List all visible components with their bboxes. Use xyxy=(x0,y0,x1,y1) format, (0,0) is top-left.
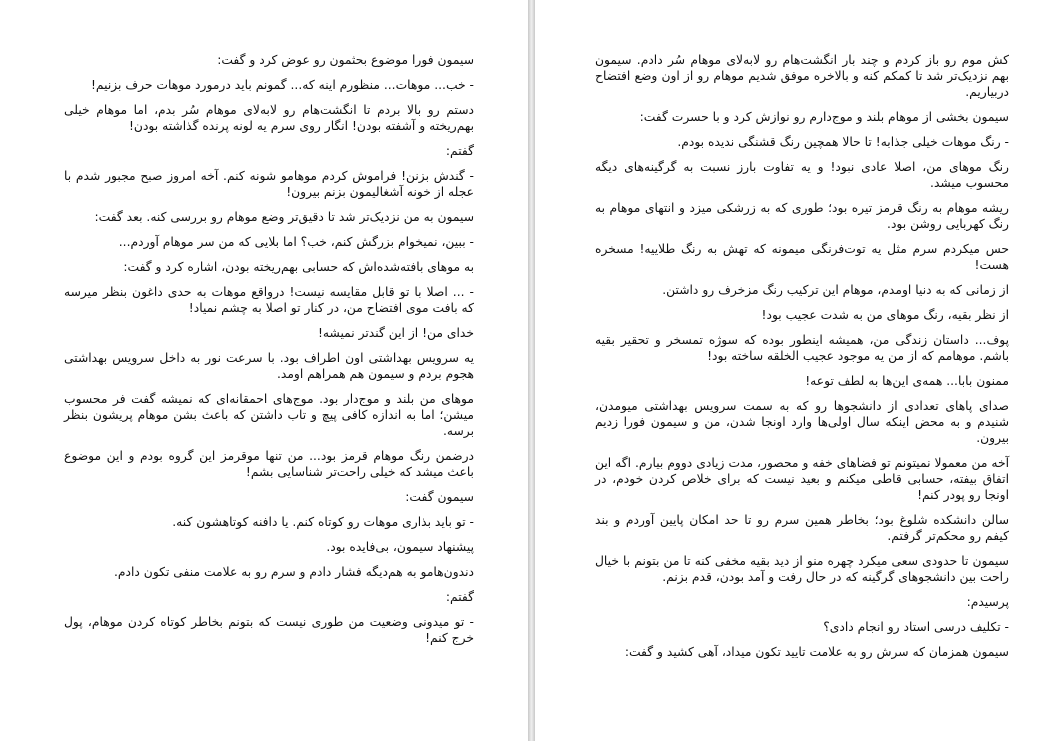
paragraph: سیمون به من نزدیک‌تر شد تا دقیق‌تر وضع موهام رو بررسی کنه. بعد گفت: xyxy=(94,210,474,224)
paragraph: سالن دانشکده شلوغ بود؛ بخاطر همین سرم رو تا حد امکان پایین آوردم و بند کیفم رو محکم‌تر گرفتم. xyxy=(595,513,1009,543)
paragraph: رنگ موهای من، اصلا عادی نبود! و یه تفاوت بارز نسبت به گرگینه‌های دیگه محسوب میشد. xyxy=(595,160,1009,190)
right-page-text xyxy=(595,52,1009,669)
paragraph: درضمن رنگ موهام قرمز بود... من تنها موقرمز این گروه بودم و این موضوع باعث میشد که خیلی راحت‌تر شناسایی بشم! xyxy=(64,449,474,479)
paragraph: ممنون بابا... همه‌ی این‌ها به لطف توعه! xyxy=(805,374,1009,388)
paragraph: صدای پاهای تعدادی از دانشجوها رو که به سمت سرویس بهداشتی میومدن، شنیدم و به محض اینکه سال اولی‌ها وارد اونجا شدن، من و سیمون فورا زدیم بیرون. xyxy=(595,399,1009,445)
paragraph: - گندش بزنن! فراموش کردم موهامو شونه کنم. آخه امروز صبح مجبور شدم با عجله از خونه آشغالیمون بزنم بیرون! xyxy=(64,169,474,199)
paragraph: - رنگ موهات خیلی جذابه! تا حالا همچین رنگ قشنگی ندیده بودم. xyxy=(677,135,1009,149)
paragraph: دستم رو بالا بردم تا انگشت‌هام رو لابه‌لای موهام سُر بدم، اما موهام خیلی بهم‌ریخته و آشفته بودن! انگار روی سرم یه لونه پرنده گذاشته بودن! xyxy=(64,103,474,133)
paragraph: آخه من معمولا نمیتونم تو فضاهای خفه و محصور، مدت زیادی دووم بیارم. اگه این اتفاق بیفته، حسابی قاطی میکنم و بعید نیست که برای خلاص کردن خودم، در اونجا رو پودر کنم! xyxy=(595,456,1009,502)
paragraph: حس میکردم سرم مثل یه توت‌فرنگی میمونه که تهش به رنگ طلاییه! مسخره هست! xyxy=(595,242,1009,272)
paragraph: گفتم: xyxy=(445,144,474,158)
paragraph: پرسیدم: xyxy=(966,595,1009,609)
paragraph: - ببین، نمیخوام بزرگش کنم، خب؟ اما بلایی که من سر موهام آوردم... xyxy=(118,235,474,249)
paragraph: از زمانی که به دنیا اومدم، موهام این ترکیب رنگ مزخرف رو داشتن. xyxy=(662,283,1009,297)
paragraph: - ... اصلا با تو قابل مقایسه نیست! درواقع موهات به حدی داغون بنظر میرسه که بافت موی افتضاح من، در کنار تو اصلا به چشم نمیاد! xyxy=(64,285,474,315)
paragraph: پیشنهاد سیمون، بی‌فایده بود. xyxy=(326,540,474,554)
left-page-text xyxy=(64,52,474,655)
page-gutter xyxy=(528,0,535,741)
paragraph: سیمون بخشی از موهام بلند و موج‌دارم رو نوازش کرد و با حسرت گفت: xyxy=(639,110,1009,124)
paragraph: - تو میدونی وضعیت من طوری نیست که بتونم بخاطر کوتاه کردن موهام، پول خرج کنم! xyxy=(64,615,474,645)
paragraph: - تو باید بذاری موهات رو کوتاه کنم. یا دافنه کوتاهشون کنه. xyxy=(172,515,474,529)
paragraph: ریشه موهام به رنگ قرمز تیره بود؛ طوری که به زرشکی میزد و انتهای موهام به رنگ کهربایی روشن بود. xyxy=(595,201,1009,231)
paragraph: پوف... داستان زندگی من، همیشه اینطور بوده که سوژه تمسخر و تحقیر بقیه باشم. موهامم که از من یه موجود عجیب الخلقه ساخته بود! xyxy=(595,333,1009,363)
paragraph: سیمون تا حدودی سعی میکرد چهره منو از دید بقیه مخفی کنه تا من بتونم با خیال راحت بین دانشجوهای گرگینه که در حال رفت و آمد بودن، قدم بزنم. xyxy=(595,554,1009,584)
paragraph: گفتم: xyxy=(445,590,474,604)
paragraph: - خب... موهات... منظورم اینه که... گمونم باید درمورد موهات حرف بزنیم! xyxy=(91,78,474,92)
paragraph: - تکلیف درسی استاد رو انجام دادی؟ xyxy=(823,620,1009,634)
right-page xyxy=(535,0,1063,741)
paragraph: سیمون همزمان که سرش رو به علامت تایید تکون میداد، آهی کشید و گفت: xyxy=(624,645,1009,659)
left-page xyxy=(0,0,528,741)
paragraph: از نظر بقیه، رنگ موهای من به شدت عجیب بود! xyxy=(761,308,1009,322)
paragraph: دندون‌هامو به هم‌دیگه فشار دادم و سرم رو به علامت منفی تکون دادم. xyxy=(113,565,474,579)
paragraph: خدای من! از این گندتر نمیشه! xyxy=(317,326,474,340)
paragraph: کش موم رو باز کردم و چند بار انگشت‌هام رو لابه‌لای موهام سُر دادم. سیمون بهم نزدیک‌تر شد تا کمکم کنه و بالاخره موفق شدیم موهام رو از اون وضع افتضاح دربیاریم. xyxy=(595,53,1009,99)
paragraph: موهای من بلند و موج‌دار بود. موج‌های احمقانه‌ای که نمیشه گفت فر محسوب میشن؛ اما به اندازه کافی پیچ و تاب داشتن که باعث بشن موهام پریشون بنظر برسه. xyxy=(64,392,474,438)
paragraph: سیمون فورا موضوع بحثمون رو عوض کرد و گفت: xyxy=(217,53,474,67)
paragraph: یه سرویس بهداشتی اون اطراف بود. با سرعت نور به داخل سرویس بهداشتی هجوم بردم و سیمون هم همراهم اومد. xyxy=(64,351,474,381)
paragraph: به موهای بافته‌شده‌اش که حسابی بهم‌ریخته بودن، اشاره کرد و گفت: xyxy=(123,260,474,274)
paragraph: سیمون گفت: xyxy=(405,490,474,504)
